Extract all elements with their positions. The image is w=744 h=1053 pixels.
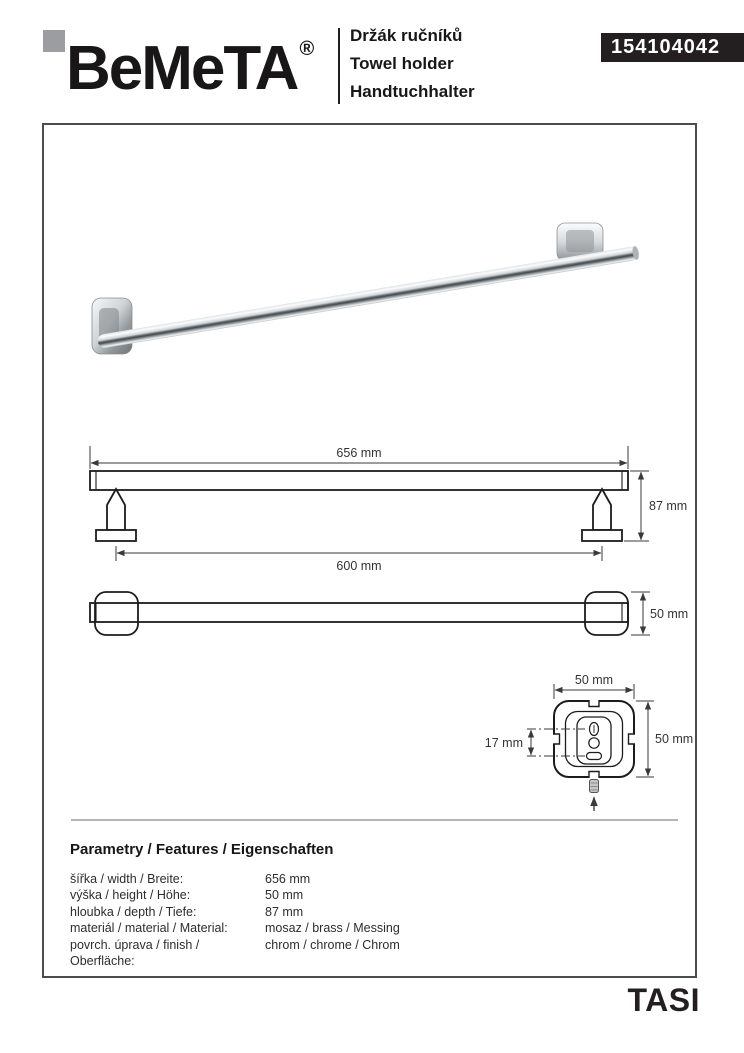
series-name: TASI [627,982,700,1018]
dim-label-span: 600 mm [336,559,382,573]
mount-detail-drawing [485,673,693,811]
screw-icon [590,780,599,812]
bemeta-logo-text: BeMeTA [66,34,298,103]
product-title-en: Towel holder [350,54,454,73]
param-value: 87 mm [265,904,304,919]
front-bar [90,471,628,490]
param-label: šířka / width / Breite: [70,872,184,886]
top-bar [90,603,628,622]
params-table [70,871,400,969]
params-heading: Parametry / Features / Eigenschaften [70,841,334,858]
front-left-post [107,489,125,530]
param-label: materiál / material / Material: [70,921,228,936]
param-label: hloubka / depth / Tiefe: [70,904,197,919]
params-separator [71,819,678,821]
product-title-de: Handtuchhalter [350,82,475,101]
product-photo [92,223,640,354]
dim-label-mount-height: 50 mm [655,732,694,746]
photo-right-mount-reflection [566,230,594,252]
param-row [70,904,400,920]
front-right-post [593,489,611,530]
dim-50-mount-height [636,701,654,777]
front-view-drawing [90,446,687,573]
param-row [70,937,400,970]
param-value: 656 mm [265,872,311,886]
dim-label-hole-spacing: 17 mm [484,736,523,750]
front-right-foot [582,530,622,541]
param-value: mosaz / brass / Messing [265,921,400,936]
param-row [70,920,400,936]
dim-label-depth: 50 mm [650,607,689,621]
registered-trademark-mark: ® [299,38,315,60]
dim-50-depth [631,592,650,635]
param-label: povrch. úprava / finish / Oberfläche: [70,937,200,969]
top-view-drawing [90,592,688,635]
param-label: výška / height / Höhe: [70,888,191,903]
front-left-foot [96,530,136,541]
dim-label-height: 87 mm [649,499,688,513]
dim-label-mount-width: 50 mm [574,673,614,687]
param-value: chrom / chrome / Chrom [265,937,400,952]
photo-bar [97,246,640,349]
product-title-cs: Držák ručníků [350,26,463,45]
product-code: 154104042 [611,36,721,58]
param-row [70,871,400,887]
param-row [70,887,400,903]
dim-label-width: 656 mm [336,446,382,460]
param-value: 50 mm [265,888,304,903]
